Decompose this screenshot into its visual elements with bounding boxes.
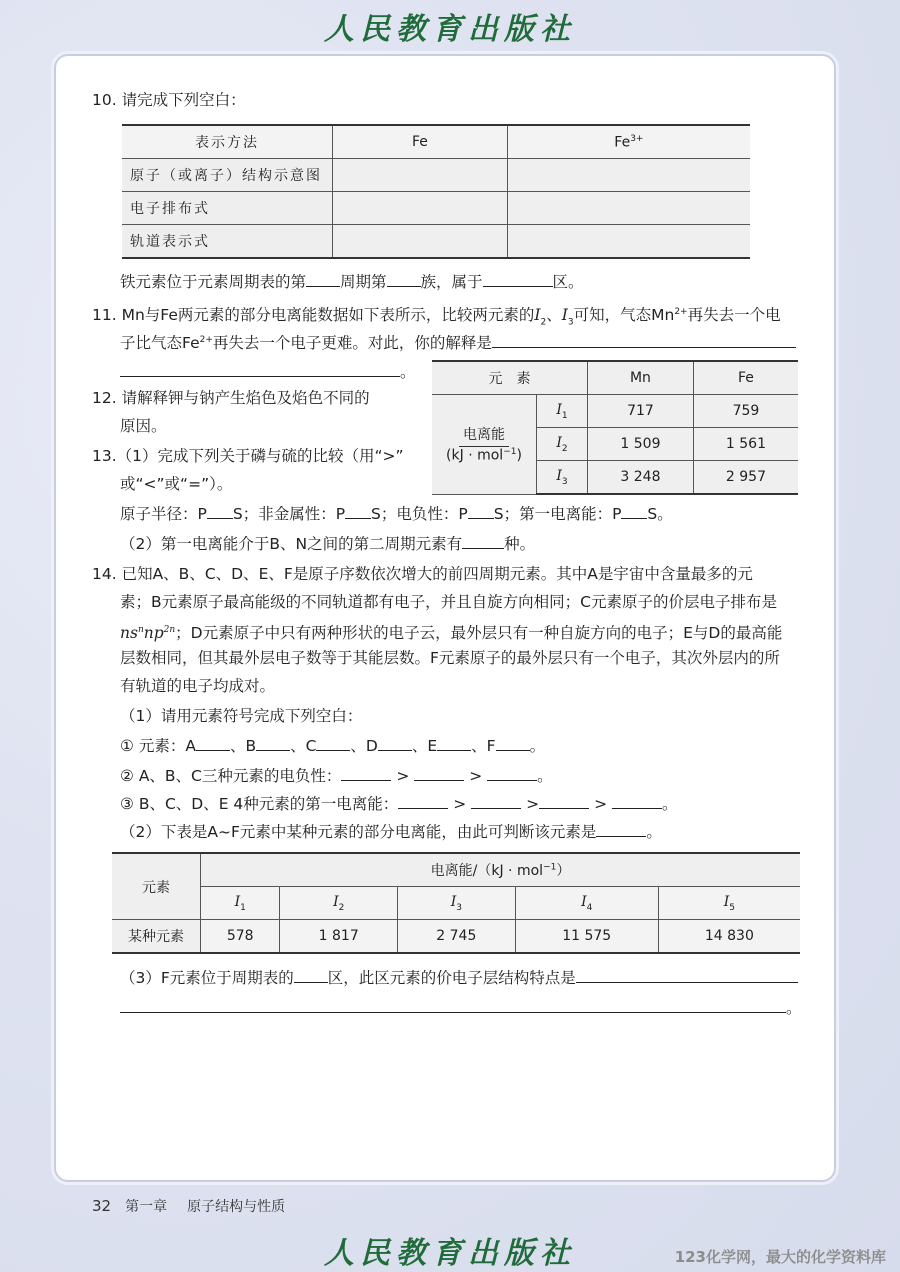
q13-text: S；第一电离能：P <box>493 505 622 523</box>
ion-sub: 1 <box>240 902 246 913</box>
element-blank[interactable] <box>437 736 471 751</box>
ion-column-header <box>658 887 800 920</box>
label-close: ) <box>516 448 522 465</box>
order-blank[interactable] <box>471 794 521 809</box>
q11-text: 再失去一个电 <box>687 306 781 325</box>
table-row <box>432 395 798 428</box>
q12-line2: 原因。 <box>120 417 167 435</box>
q11-answer-blank[interactable] <box>120 362 400 377</box>
ionization-label <box>432 395 537 495</box>
gt-sign: > <box>594 795 608 813</box>
table-header-cell: Mn <box>588 361 694 395</box>
table-header-cell <box>201 853 801 887</box>
q11-text: 11. Mn与Fe两元素的部分电离能数据如下表所示，比较两元素的 <box>92 306 535 325</box>
n-sup: n <box>137 625 144 635</box>
order-blank[interactable] <box>414 766 464 781</box>
q11-line3 <box>120 362 416 382</box>
group-blank[interactable] <box>387 272 421 287</box>
i2-symbol: I <box>534 306 541 325</box>
table-header-cell: Fe <box>333 125 508 159</box>
ion-value: 14 830 <box>658 920 800 954</box>
site-watermark: 123化学网，最大的化学资料库 <box>674 1248 886 1266</box>
element-blank[interactable] <box>256 736 290 751</box>
gt-sign: > <box>453 795 467 813</box>
feature-blank[interactable] <box>120 998 786 1013</box>
q13-text: （2）第一电离能介于B、N之间的第二周期元素有 <box>120 535 463 553</box>
q14-text: 、E <box>411 737 438 755</box>
q13-line2: 或“<”或“=”）。 <box>120 475 233 493</box>
period-blank[interactable] <box>306 272 340 287</box>
q13-text: 原子半径：P <box>120 505 207 523</box>
q14-text: ；D元素原子中只有两种形状的电子云，最外层只有一种自旋方向的电子；E与D的最高能 <box>175 624 783 643</box>
2n-sup: 2n <box>163 625 176 635</box>
q14-line4: 层数相同，但其最外层电子数等于其能层数。F元素原子的最外层只有一个电子，其次外层内的所 <box>120 649 780 667</box>
table-header-cell: 元素 <box>112 853 201 920</box>
i2-sub: 2 <box>540 317 547 328</box>
block-blank[interactable] <box>483 272 553 287</box>
table-header-cell: 元 素 <box>432 361 588 395</box>
q11-answer-blank[interactable] <box>492 333 796 348</box>
ns-symbol: ns <box>120 624 138 643</box>
q14-text: ③ B、C、D、E 4种元素的第一电离能： <box>120 795 399 813</box>
q14-line5: 有轨道的电子均成对。 <box>120 677 276 695</box>
table-row <box>432 361 798 395</box>
row-label: 电子排布式 <box>122 192 333 225</box>
order-blank[interactable] <box>341 766 391 781</box>
q14-text: 。 <box>646 823 662 841</box>
element-blank[interactable] <box>496 736 530 751</box>
fe-value: 2 957 <box>693 461 798 495</box>
row-label: 某种元素 <box>112 920 201 954</box>
answer-cell[interactable] <box>507 159 750 192</box>
gt-sign: > <box>526 795 540 813</box>
q13-text: 种。 <box>504 535 536 553</box>
q10-line <box>120 272 584 292</box>
q14-text: ① 元素：A <box>120 737 196 755</box>
energy-label: 电离能/（kJ · mol <box>430 863 544 879</box>
q11-text: 子比气态Fe <box>120 334 200 353</box>
mn-fe-ionization-table <box>432 360 798 495</box>
ion-column-header <box>515 887 658 920</box>
compare-blank[interactable] <box>207 504 233 519</box>
ion-sym: I <box>556 401 562 418</box>
np-symbol: np <box>143 624 164 643</box>
table-row <box>122 159 750 192</box>
q11-text: 再失去一个电子更难。对此，你的解释是 <box>212 334 492 353</box>
ion-symbol <box>537 461 588 495</box>
element-blank[interactable] <box>196 736 230 751</box>
q14-part3-cont <box>120 998 802 1018</box>
q11-text: 可知，气态Mn <box>573 306 675 325</box>
q12-line1: 12. 请解释钾与钠产生焰色及焰色不同的 <box>92 389 370 407</box>
publisher-logo-top: 人民教育出版社 <box>324 12 576 47</box>
element-blank[interactable] <box>378 736 412 751</box>
feature-blank[interactable] <box>576 968 798 983</box>
order-blank[interactable] <box>398 794 448 809</box>
ion-value: 1 817 <box>280 920 398 954</box>
ion-sub: 4 <box>586 902 593 913</box>
compare-blank[interactable] <box>468 504 494 519</box>
mn-charge: 2+ <box>674 307 688 317</box>
ion-symbol <box>537 395 588 428</box>
q10-table <box>122 124 750 259</box>
q13-line1: 13.（1）完成下列关于磷与硫的比较（用“>” <box>92 447 404 465</box>
q14-line3 <box>120 620 782 643</box>
q13-part2 <box>120 534 535 554</box>
q14-part1: （1）请用元素符号完成下列空白： <box>120 707 363 725</box>
q14-text: 、F <box>471 737 496 755</box>
q14-text: ② A、B、C三种元素的电负性： <box>120 767 342 785</box>
q11-text: 。 <box>400 363 416 381</box>
table-row <box>122 192 750 225</box>
ion-value: 11 575 <box>515 920 658 954</box>
ion-sym: I <box>333 893 339 910</box>
order-blank[interactable] <box>539 794 589 809</box>
ion-sym: I <box>450 893 457 910</box>
ion-value: 2 745 <box>398 920 516 954</box>
page-number: 32 <box>92 1197 112 1215</box>
answer-cell[interactable] <box>507 192 750 225</box>
ion-sub: 2 <box>338 902 345 913</box>
q14-line2: 素；B元素原子最高能级的不同轨道都有电子，并且自旋方向相同；C元素原子的价层电子排布是 <box>120 593 777 611</box>
q13-text: S；电负性：P <box>371 505 468 523</box>
ion-symbol <box>537 428 588 461</box>
mn-value: 717 <box>588 395 694 428</box>
ion-sym: I <box>556 467 562 484</box>
q10-text: 族，属于 <box>420 273 483 291</box>
ion-sub: 1 <box>561 410 568 421</box>
publisher-logo-bottom: 人民教育出版社 <box>324 1236 576 1271</box>
q14-part2 <box>120 822 662 842</box>
q14-text: 。 <box>662 795 678 813</box>
label-sup: −1 <box>503 447 517 458</box>
i3-symbol: I <box>561 306 568 325</box>
gt-sign: > <box>469 767 483 785</box>
answer-cell[interactable] <box>507 225 750 259</box>
q14-text: （3）F元素位于周期表的 <box>120 969 294 987</box>
gt-sign: > <box>396 767 410 785</box>
q14-text: 、C <box>290 737 317 755</box>
ion-column-header <box>280 887 398 920</box>
compare-blank[interactable] <box>621 504 647 519</box>
q10-text: 周期第 <box>340 273 387 291</box>
fe-ion-symbol: Fe <box>614 134 631 151</box>
label-line1: 电离能 <box>459 424 509 447</box>
ion-column-header <box>398 887 516 920</box>
element-ionization-table <box>112 852 800 954</box>
count-blank[interactable] <box>462 534 504 549</box>
energy-close: ） <box>556 863 571 879</box>
table-row <box>122 125 750 159</box>
table-row <box>112 887 800 920</box>
ion-column-header <box>201 887 280 920</box>
table-row <box>112 920 800 954</box>
q14-text: 。 <box>537 767 553 785</box>
ion-sym: I <box>723 893 730 910</box>
q14-text: 、D <box>350 737 378 755</box>
ion-sub: 5 <box>729 902 736 913</box>
order-blank[interactable] <box>487 766 537 781</box>
mn-value: 1 509 <box>588 428 694 461</box>
ion-sym: I <box>234 893 241 910</box>
fe-value: 1 561 <box>693 428 798 461</box>
answer-cell[interactable] <box>333 192 508 225</box>
chapter-title: 原子结构与性质 <box>187 1199 286 1215</box>
ion-sub: 3 <box>561 476 568 487</box>
table-row <box>122 225 750 259</box>
q11-line1 <box>92 302 781 332</box>
fe-charge: 2+ <box>199 335 213 345</box>
q13-text: S；非金属性：P <box>232 505 346 523</box>
ion-sym: I <box>556 434 562 451</box>
mn-value: 3 248 <box>588 461 694 495</box>
label-line2: (kJ · mol <box>446 448 504 465</box>
energy-sup: −1 <box>543 862 557 873</box>
table-header-cell <box>507 125 750 159</box>
table-row <box>112 853 800 887</box>
ion-sym: I <box>581 893 587 910</box>
row-label: 原子（或离子）结构示意图 <box>122 159 333 192</box>
page-footer <box>92 1196 285 1216</box>
q11-line2 <box>120 330 796 353</box>
q14-sub3 <box>120 794 678 814</box>
q14-sub2 <box>120 766 553 786</box>
q10-text: 区。 <box>552 273 584 291</box>
element-blank[interactable] <box>316 736 350 751</box>
ion-sub: 2 <box>561 443 568 454</box>
q14-text: 、B <box>229 737 257 755</box>
chapter-label: 第一章 <box>125 1199 168 1215</box>
q13-text: S。 <box>647 505 673 523</box>
q14-line1: 14. 已知A、B、C、D、E、F是原子序数依次增大的前四周期元素。其中A是宇宙中含量最多的元 <box>92 565 753 583</box>
fe-ion-charge: 3+ <box>630 133 644 144</box>
element-answer-blank[interactable] <box>596 822 646 837</box>
q14-text: 区，此区元素的价电子层结构特点是 <box>327 969 576 987</box>
fe-value: 759 <box>693 395 798 428</box>
row-label: 轨道表示式 <box>122 225 333 259</box>
q11-text: 、 <box>546 306 562 325</box>
answer-cell[interactable] <box>333 159 508 192</box>
q13-compare <box>120 504 673 524</box>
i3-sub: 3 <box>567 317 574 328</box>
q14-text: 。 <box>786 999 802 1017</box>
q14-text: 。 <box>529 737 546 755</box>
answer-cell[interactable] <box>333 225 508 259</box>
order-blank[interactable] <box>612 794 662 809</box>
q14-sub1 <box>120 736 545 756</box>
ion-sub: 3 <box>456 902 462 913</box>
q14-text: （2）下表是A~F元素中某种元素的部分电离能，由此可判断该元素是 <box>120 823 597 841</box>
q14-part3 <box>120 968 798 988</box>
compare-blank[interactable] <box>345 504 371 519</box>
table-header-cell: Fe <box>693 361 798 395</box>
table-header-cell: 表示方法 <box>122 125 333 159</box>
block-blank[interactable] <box>294 968 328 983</box>
q10-text: 铁元素位于元素周期表的第 <box>120 273 307 291</box>
ion-value: 578 <box>201 920 280 954</box>
q10-title: 10. 请完成下列空白： <box>92 91 246 109</box>
